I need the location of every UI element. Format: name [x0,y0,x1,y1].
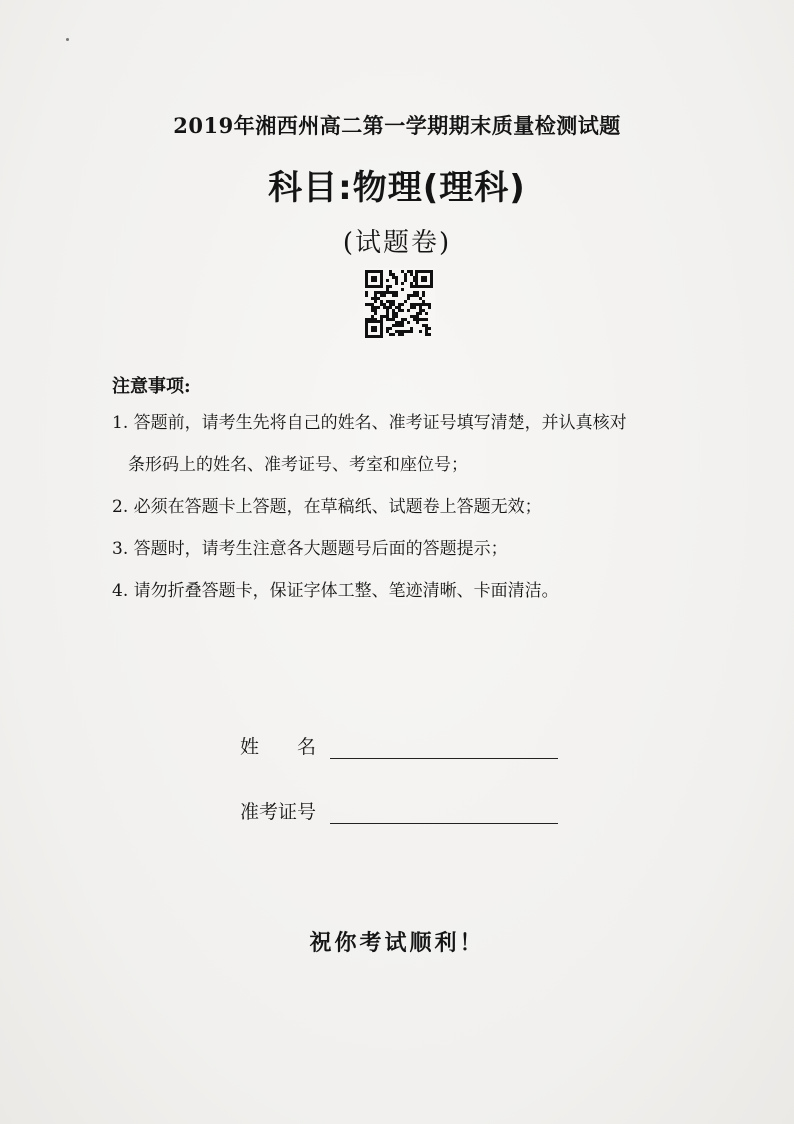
notice-item-continuation: 条形码上的姓名、准考证号、考室和座位号； [128,455,468,475]
notice-item: 3. 答题时，请考生注意各大题题号后面的答题提示； [112,539,508,559]
good-luck-message: 祝你考试顺利！ [309,930,485,956]
name-label: 姓 名 [240,736,317,758]
paper-type-label: (试题卷) [342,228,452,258]
exam-id-label: 准考证号 [240,801,317,823]
name-blank-line[interactable] [330,736,558,759]
scan-speck [66,38,69,41]
exam-title: 2019年湘西州高二第一学期期末质量检测试题 [173,113,621,138]
exam-id-field [240,797,558,824]
notice-item: 4. 请勿折叠答题卡，保证字体工整、笔迹清晰、卡面清洁。 [112,581,559,601]
notice-item: 1. 答题前，请考生先将自己的姓名、准考证号填写清楚，并认真核对 [112,413,627,433]
notice-heading: 注意事项: [112,376,191,397]
qr-code-icon [363,268,435,340]
subject-heading: 科目:物理(理科) [268,168,526,208]
notice-item: 2. 必须在答题卡上答题，在草稿纸、试题卷上答题无效； [112,497,542,517]
exam-id-blank-line[interactable] [330,801,558,824]
notice-list [112,408,712,618]
name-field [240,732,558,759]
